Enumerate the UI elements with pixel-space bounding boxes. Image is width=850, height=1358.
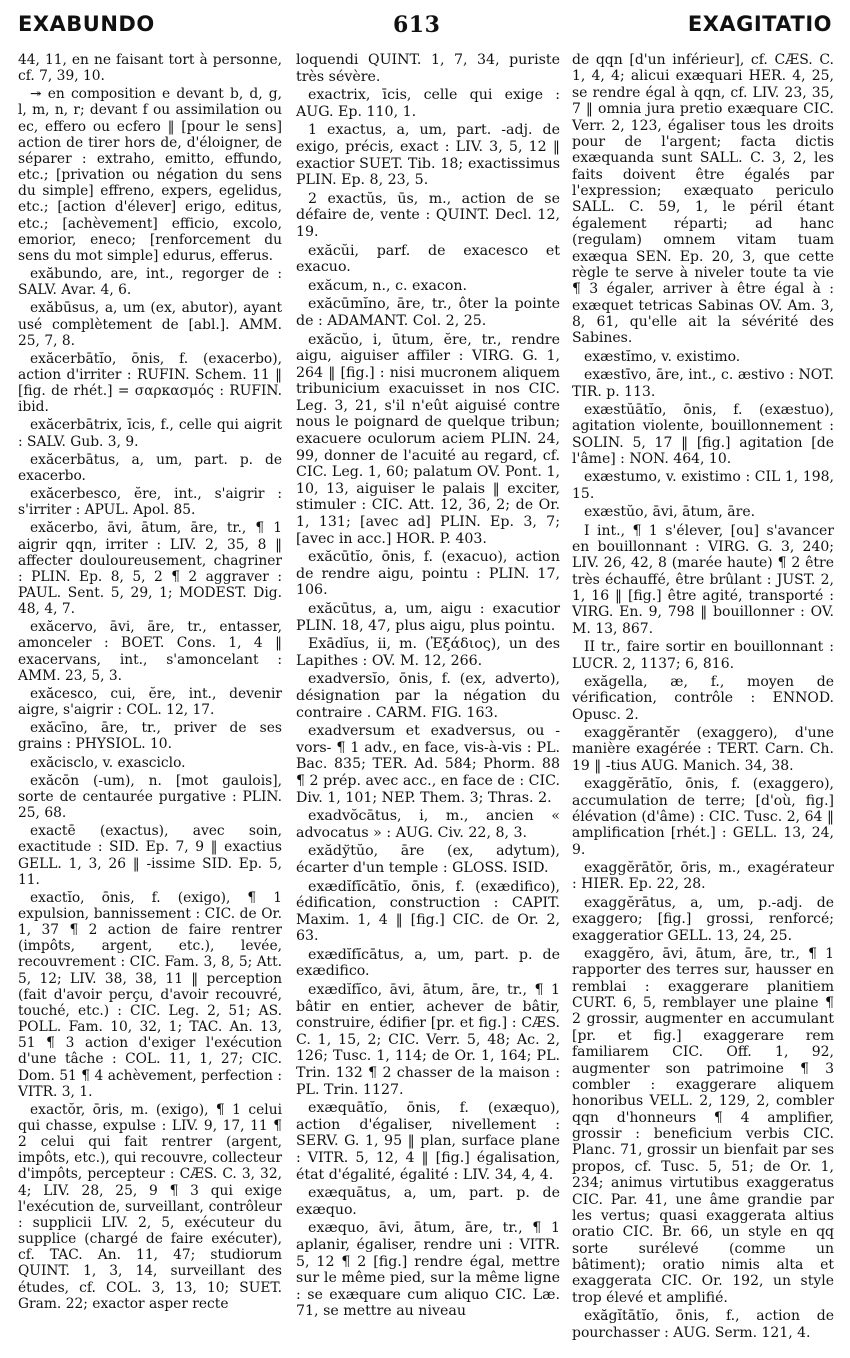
dictionary-entry: exăcum, n., c. exacon. <box>308 277 468 294</box>
dictionary-entry: exæstĭmo, v. existimo. <box>584 348 741 365</box>
dictionary-entry: exaggĕro, āvi, ātum, āre, tr., ¶ 1 rapporter des terres sur, hausser en remblai : exaggerare planitiem CURT. 6, 5, remblayer une plaine ¶ 2 grossir, augmenter en accumulant [pr. et fig.] exaggerare rem familiarem CIC. Off. 1, 92, augmenter son patrimoine ¶ 3 combler : exaggerare aliquem honoribus VELL. 2, 129, 2, combler qqn d'honneurs ¶ 4 amplifier, grossir : beneficium verbis CIC. Planc. 71, grossir un bienfait par ses propos, cf. Tusc. 5, 51; de Or. 1, 234; animus virtutibus exaggeratus CIC. Par. 41, une âme grandie par les vertus; quasi exaggerata altius oratio CIC. Br. 66, un style en qq sorte surélevé (comme un bâtiment); oratio nimis alta et exaggerata CIC. Or. 192, un style trop élevé et amplifié. <box>572 945 834 1306</box>
right-running-headword: EXAGITATIO <box>687 12 832 36</box>
dictionary-entry: exactŏr, ōris, m. (exigo), ¶ 1 celui qui chasse, expulse : LIV. 9, 17, 11 ¶ 2 celui qui fait rentrer (argent, impôts, etc.), qui recouvre, collecteur d'impôts, percepteur : CÆS. C. 3, 32, 4; LIV. 28, 25, 9 ¶ 3 qui exige l'exécution de, surveillant, contrôleur : supplicii LIV. 2, 5, exécuteur du supplice (chargé de faire exécuter), cf. TAC. An. 11, 47; studiorum QUINT. 1, 3, 14, surveillant des études, cf. COL. 3, 13, 10; SUET. Gram. 22; exactor asper recte <box>18 1101 282 1312</box>
column-1 <box>18 52 282 1314</box>
dictionary-entry: exăcisclo, v. exasciclo. <box>30 754 186 771</box>
dictionary-entry: exadvŏcātus, i, m., ancien « advocatus » : AUG. Civ. 22, 8, 3. <box>296 808 560 841</box>
dictionary-entry: exæquo, āvi, ātum, āre, tr., ¶ 1 aplanir, égaliser, rendre uni : VITR. 5, 12 ¶ 2 [fig.] rendre égal, mettre sur le même pied, sur la même ligne : se exæquare cum aliquo CIC. Læ. 71, se mettre au niveau <box>296 1220 560 1320</box>
dictionary-entry: 1 exactus, a, um, part. -adj. de exigo, précis, exact : LIV. 3, 5, 12 ‖ exactior SUET. Tib. 18; exactissimus PLIN. Ep. 8, 23, 5. <box>296 122 560 189</box>
dictionary-entry: exăcŭi, parf. de exacesco et exacuo. <box>296 242 560 276</box>
page-number: 613 <box>393 12 441 38</box>
dictionary-entry: exaggĕrantĕr (exaggero), d'une manière exagérée : TERT. Carn. Ch. 19 ‖ -tius AUG. Manich. 34, 38. <box>572 725 834 774</box>
dictionary-entry: exaggĕrātŏr, ōris, m., exagérateur : HIER. Ep. 22, 28. <box>572 860 834 893</box>
dictionary-entry: exæstŭātĭo, ōnis, f. (exæstuo), agitation violente, bouillonnement : SOLIN. 5, 17 ‖ [fig.] agitation [de l'âme] : NON. 464, 10. <box>572 401 834 467</box>
dictionary-entry: exăcervo, āvi, āre, tr., entasser, amonceler : BOET. Cons. 1, 4 ‖ exacervans, int., s'amoncelant : AMM. 23, 5, 3. <box>18 619 282 684</box>
dictionary-entry: exăcōn (-um), n. [mot gaulois], sorte de centaurée purgative : PLIN. 25, 68. <box>18 772 282 822</box>
dictionary-entry: exăcerbātrix, īcis, f., celle qui aigrit : SALV. Gub. 3, 9. <box>18 417 282 450</box>
dictionary-entry: exæstŭo, āvi, ātum, āre. <box>584 504 756 521</box>
dictionary-entry: II tr., faire sortir en bouillonnant : LUCR. 2, 1137; 6, 816. <box>572 639 834 672</box>
dictionary-entry: exæquātĭo, ōnis, f. (exæquo), action d'égaliser, nivellement : SERV. G. 1, 95 ‖ plan, surface plane : VITR. 5, 12, 4 ‖ [fig.] égalisation, état d'égalité, égalité : LIV. 34, 4, 4. <box>296 1100 560 1183</box>
column-2 <box>296 52 560 1322</box>
dictionary-entry: exăcīno, āre, tr., priver de ses grains : PHYSIOL. 10. <box>18 720 282 753</box>
dictionary-entry: exædĭfĭco, āvi, ātum, āre, tr., ¶ 1 bâtir en entier, achever de bâtir, construire, édifier [pr. et fig.] : CÆS. C. 1, 15, 2; CIC. Verr. 5, 48; Ac. 2, 126; Tusc. 1, 114; de Or. 1, 164; PL. Trin. 132 ¶ 2 chasser de la maison : PL. Trin. 1127. <box>296 982 560 1098</box>
dictionary-entry: exaggĕrātĭo, ōnis, f. (exaggero), accumulation de terre; [d'où, fig.] élévation (d'âme) : CIC. Tusc. 2, 64 ‖ amplification [rhét.] : GELL. 13, 24, 9. <box>572 776 834 858</box>
dictionary-entry: exactē (exactus), avec soin, exactitude : SID. Ep. 7, 9 ‖ exactius GELL. 1, 3, 26 ‖ -issime SID. Ep. 5, 11. <box>18 823 282 888</box>
dictionary-entry: exăcerbātĭo, ōnis, f. (exacerbo), action d'irriter : RUFIN. Schem. 11 ‖ [fig. de rhét.] = σαρκασμός : RUFIN. ibid. <box>18 350 282 416</box>
dictionary-entry: exæquātus, a, um, part. p. de exæquo. <box>296 1185 560 1218</box>
dictionary-entry: exăgella, æ, f., moyen de vérification, contrôle : ENNOD. Opusc. 2. <box>572 673 834 723</box>
dictionary-entry: exaggĕrātus, a, um, p.-adj. de exaggero; [fig.] grossi, renforcé; exaggeratior GELL. 13, 24, 25. <box>572 894 834 944</box>
dictionary-entry: exăcerbesco, ĕre, int., s'aigrir : s'irriter : APUL. Apol. 85. <box>18 486 282 519</box>
dictionary-entry: ↠ en composition e devant b, d, g, l, m, n, r; devant f ou assimilation ou ec, effero ou ecfero ‖ [pour le sens] action de tirer hors de, d'éloigner, de séparer : extraho, emitto, effundo, etc.; [privation ou négation du sens du simple] effreno, expers, egelidus, etc.; [action d'élever] erigo, editus, etc.; [achèvement] efficio, excolo, emorior, eneco; [renforcement du sens du mot simple] edurus, efferus. <box>18 86 282 264</box>
dictionary-entry: 44, 11, en ne faisant tort à personne, cf. 7, 39, 10. <box>18 52 282 85</box>
dictionary-entry: exădўtŭo, āre (ex, adytum), écarter d'un temple : GLOSS. ISID. <box>296 843 560 876</box>
dictionary-entry: exăcesco, cui, ĕre, int., devenir aigre, s'aigrir : COL. 12, 17. <box>18 685 282 719</box>
dictionary-entry: exadversum et exadversus, ou -vors- ¶ 1 adv., en face, vis-à-vis : PL. Bac. 835; TER. Ad. 584; Phorm. 88 ¶ 2 prép. avec acc., en face de : CIC. Div. 1, 101; NEP. Them. 3; Thras. 2. <box>296 723 560 806</box>
dictionary-entry: exăcūmĭno, āre, tr., ôter la pointe de : ADAMANT. Col. 2, 25. <box>296 296 560 329</box>
dictionary-entry: 2 exactŭs, ūs, m., action de se défaire de, vente : QUINT. Decl. 12, 19. <box>296 190 560 240</box>
dictionary-entry: exăcerbo, āvi, ātum, āre, tr., ¶ 1 aigrir qqn, irriter : LIV. 2, 35, 8 ‖ affecter douloureusement, chagriner : PLIN. Ep. 8, 5, 2 ¶ 2 aggraver : PAUL. Sent. 5, 29, 1; MODEST. Dig. 48, 4, 7. <box>18 520 282 618</box>
dictionary-entry: loquendi QUINT. 1, 7, 34, puriste très sévère. <box>296 52 560 85</box>
column-3 <box>572 52 834 1343</box>
dictionary-entry: de qqn [d'un inférieur], cf. CÆS. C. 1, 4, 4; alicui exæquari HER. 4, 25, se rendre égal à qqn, cf. LIV. 23, 35, 7 ‖ omnia jura pretio exæquare CIC. Verr. 2, 123, égaliser tous les droits pour de l'argent; facta dictis exæquanda sunt SALL. C. 3, 2, les faits doivent être égalés par l'expression; exæquato periculo SALL. C. 59, 1, le péril étant également réparti; ad hanc (regulam) omnem vitam tuam exæqua SEN. Ep. 20, 3, que cette règle te serve à niveler toute ta vie ¶ 3 égaler, arriver à être égal à : exæquet tetricas Sabinas OV. Am. 3, 8, 61, qu'elle ait la sévérité des Sabines. <box>572 52 834 347</box>
dictionary-entry: exăcŭo, i, ūtum, ĕre, tr., rendre aigu, aiguiser affiler : VIRG. G. 1, 264 ‖ [fig.] : nisi mucronem aliquem tribunicium exacuisset in nos CIC. Leg. 3, 21, s'il n'eût aiguisé contre nous le poignard de quelque tribun; exacuere oculorum aciem PLIN. 24, 99, donner de l'acuité au regard, cf. CIC. Leg. 1, 60; palatum OV. Pont. 1, 10, 13, aiguiser le palais ‖ exciter, stimuler : CIC. Att. 12, 36, 2; de Or. 1, 131; [avec ad] PLIN. Ep. 3, 7; [avec in acc.] HOR. P. 403. <box>296 331 560 547</box>
dictionary-entry: exæstumo, v. existimo : CIL 1, 198, 15. <box>572 469 834 502</box>
dictionary-entry: exæstīvo, āre, int., c. æstivo : NOT. TIR. p. 113. <box>572 367 834 400</box>
left-running-headword: EXABUNDO <box>18 12 155 36</box>
dictionary-entry: I int., ¶ 1 s'élever, [ou] s'avancer en bouillonnant : VIRG. G. 3, 240; LIV. 26, 42, 8 (marée haute) ¶ 2 être très échauffé, être brûlant : JUST. 2, 1, 16 ‖ [fig.] être agité, transporté : VIRG. En. 9, 798 ‖ bouillonner : OV. M. 13, 867. <box>572 522 834 637</box>
dictionary-entry: exăgĭtātĭo, ōnis, f., action de pourchasser : AUG. Serm. 121, 4. <box>572 1308 834 1341</box>
dictionary-entry: exăcūtĭo, ōnis, f. (exacuo), action de rendre aigu, pointu : PLIN. 17, 106. <box>296 549 560 599</box>
dictionary-entry: exactĭo, ōnis, f. (exigo), ¶ 1 expulsion, bannissement : CIC. de Or. 1, 37 ¶ 2 action de faire rentrer (impôts, argent, etc.), levée, recouvrement : CIC. Fam. 3, 8, 5; Att. 5, 12; LIV. 38, 38, 11 ‖ perception (fait d'avoir perçu, d'avoir recouvré, touché, etc.) : CIC. Leg. 2, 51; AS. POLL. Fam. 10, 32, 1; TAC. An. 13, 51 ¶ 3 action d'exiger l'exécution d'une tâche : COL. 11, 1, 27; CIC. Dom. 51 ¶ 4 achèvement, perfection : VITR. 3, 1. <box>18 889 282 1100</box>
dictionary-entry: exăcerbātus, a, um, part. p. de exacerbo. <box>18 451 282 484</box>
dictionary-entry: exadversĭo, ōnis, f. (ex, adverto), désignation par la négation du contraire . CARM. FIG. 163. <box>296 671 560 721</box>
dictionary-entry: exăcūtus, a, um, aigu : exacutior PLIN. 18, 47, plus aigu, plus pointu. <box>296 601 560 634</box>
dictionary-entry: exædĭfĭcātĭo, ōnis, f. (exædifico), édification, construction : CAPIT. Maxim. 1, 4 ‖ [fig.] CIC. de Or. 2, 63. <box>296 878 560 945</box>
dictionary-entry: exăbundo, are, int., regorger de : SALV. Avar. 4, 6. <box>18 266 282 299</box>
dictionary-entry: exædĭfĭcātus, a, um, part. p. de exædifico. <box>296 946 560 980</box>
dictionary-entry: exactrix, īcis, celle qui exige : AUG. Ep. 110, 1. <box>296 87 560 120</box>
page-header <box>18 12 832 42</box>
dictionary-entry: exăbūsus, a, um (ex, abutor), ayant usé complètement de [abl.]. AMM. 25, 7, 8. <box>18 300 282 349</box>
dictionary-entry: Exādĭus, ii, m. (Ἐξάδιος), un des Lapithes : OV. M. 12, 266. <box>296 636 560 669</box>
